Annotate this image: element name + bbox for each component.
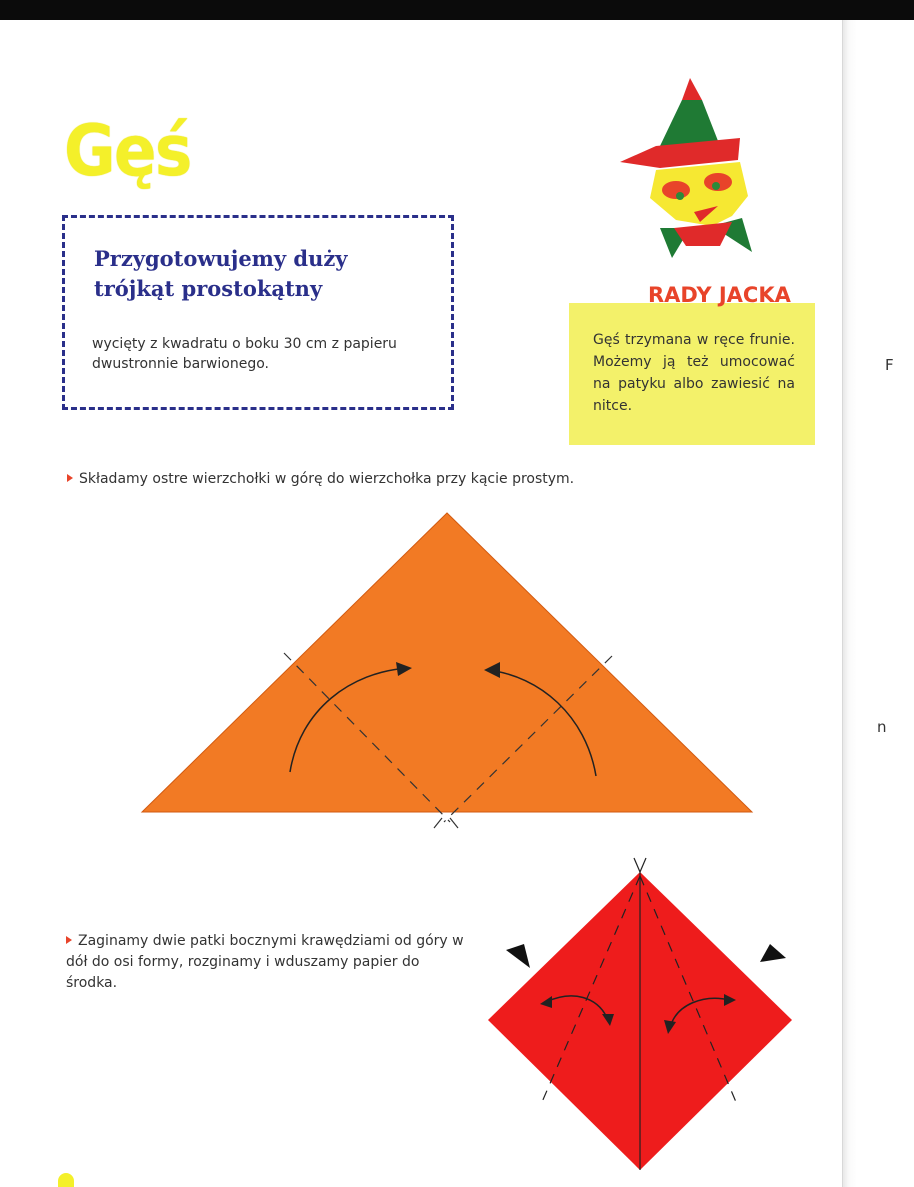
tips-title: RADY JACKA — [648, 283, 791, 307]
next-page-fragment: n — [877, 718, 887, 736]
bullet-arrow-icon — [66, 936, 72, 944]
top-edge-bar — [0, 0, 914, 20]
clown-illustration — [620, 78, 775, 263]
tips-text: Gęś trzymana w ręce frunie. Możemy ją też umocować na patyku albo zawiesić na nitce. — [593, 332, 795, 414]
step-2-text: Zaginamy dwie patki bocznymi krawędziami od góry w dół do osi formy, rozginamy i wduszamy papier do środka. — [66, 933, 464, 991]
orange-triangle — [142, 513, 752, 812]
fold-line-left — [542, 876, 640, 1102]
intro-heading: Przygotowujemy duży trójkąt prostokątny — [94, 246, 348, 301]
intro-text: wycięty z kwadratu o boku 30 cm z papieru dwustronnie barwionego. — [92, 336, 397, 372]
page-title: Gęś — [64, 110, 191, 192]
fold-arrow-right — [488, 670, 596, 776]
step-1-instruction — [67, 471, 767, 487]
fold-line-right — [444, 656, 612, 822]
next-page-fragment: F — [885, 356, 894, 374]
fold-arrow-left — [546, 996, 608, 1020]
fold-line-left — [284, 653, 450, 822]
red-diamond — [488, 872, 792, 1170]
step-1-text: Składamy ostre wierzchołki w górę do wierzchołka przy kącie prostym. — [79, 471, 575, 487]
step-2-instruction — [66, 931, 466, 994]
fold-arrow-left — [290, 668, 408, 772]
page-number-tab — [58, 1173, 74, 1187]
fold-line-right — [640, 876, 736, 1102]
next-page-edge — [842, 20, 914, 1187]
press-arrow-left — [506, 944, 530, 968]
bullet-arrow-icon — [67, 474, 73, 482]
press-arrow-right — [760, 944, 786, 962]
fold-arrow-right — [670, 998, 730, 1028]
